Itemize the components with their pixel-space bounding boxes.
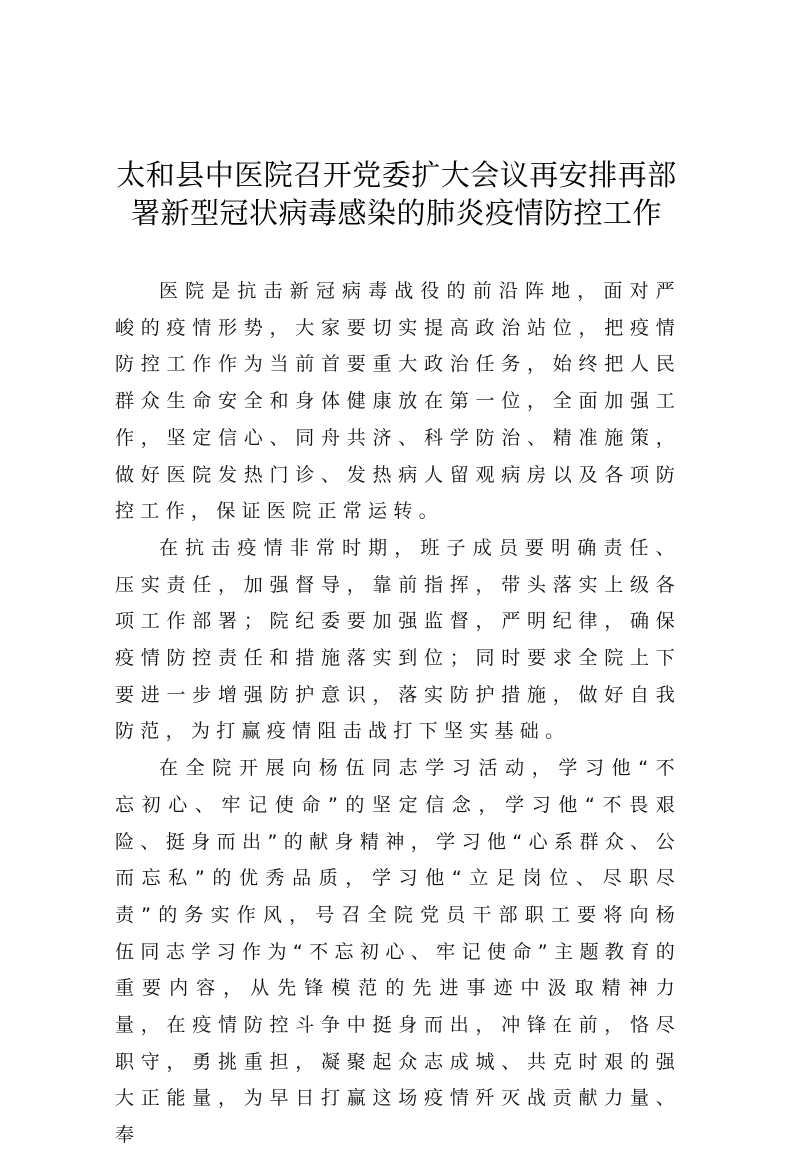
- document-body: [115, 273, 681, 1154]
- title-line-1: 太和县中医院召开党委扩大会议再安排再部: [116, 158, 677, 192]
- paragraph-3: 在全院开展向杨伍同志学习活动，学习他“不忘初心、牢记使命”的坚定信念，学习他“不畏艰险、挺身而出”的献身精神，学习他“心系群众、公而忘私”的优秀品质，学习他“立足岗位、尽职尽责”的务实作风，号召全院党员干部职工要将向杨伍同志学习作为“不忘初心、牢记使命”主题教育的重要内容，从先锋模范的先进事迹中汲取精神力量，在疫情防控斗争中挺身而出，冲锋在前，恪尽职守，勇挑重担，凝聚起众志成城、共克时艰的强大正能量，为早日打赢这场疫情歼灭战贡献力量、奉: [115, 757, 681, 1147]
- paragraph-2: 在抗击疫情非常时期，班子成员要明确责任、压实责任，加强督导，靠前指挥，带头落实上级各项工作部署；院纪委要加强监督，严明纪律，确保疫情防控责任和措施落实到位；同时要求全院上下要进一步增强防护意识，落实防护措施，做好自我防范，为打赢疫情阻击战打下坚实基础。: [115, 536, 681, 743]
- document-title: [100, 156, 693, 232]
- paragraph-1: 医院是抗击新冠病毒战役的前沿阵地，面对严峻的疫情形势，大家要切实提高政治站位，把疫情防控工作作为当前首要重大政治任务，始终把人民群众生命安全和身体健康放在第一位，全面加强工作，坚定信心、同舟共济、科学防治、精准施策，做好医院发热门诊、发热病人留观病房以及各项防控工作，保证医院正常运转。: [115, 280, 681, 523]
- title-line-2: 署新型冠状病毒感染的肺炎疫情防控工作: [130, 196, 662, 230]
